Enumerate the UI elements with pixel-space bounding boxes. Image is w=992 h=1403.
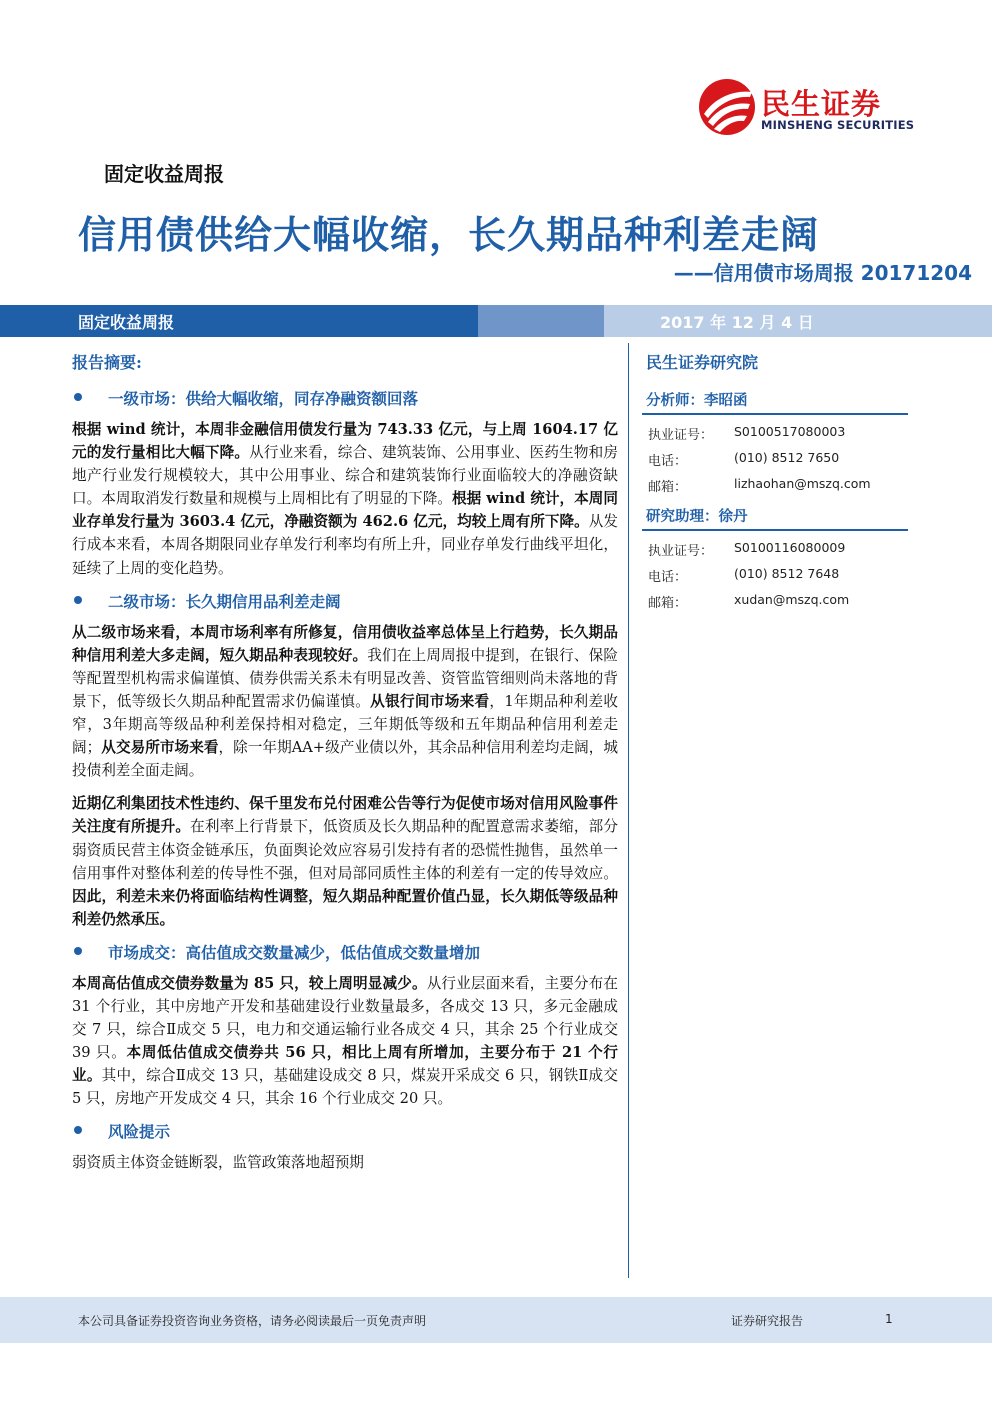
credit-risk-paragraph: [72, 792, 618, 931]
body-text: ，除一年期AA+级产业债以外，其余品种信用利差均走阔，城投债利差全面走阔。: [72, 739, 618, 780]
section-title: 风险提示: [108, 1122, 171, 1142]
email-address[interactable]: xudan@mszq.com: [734, 592, 850, 607]
section-secondary-market: [72, 590, 618, 612]
bullet-icon: [74, 947, 82, 955]
emphasis-text: 本周高估值成交债券数量为 85 只，较上周明显减少。: [72, 974, 427, 992]
body-text: 我们在上周周报中提到，在银行、保险等配置型机构需求偏谨慎、债券供需关系未有明显改善、资管监管细则尚未落地的背景下，低等级长久期品种配置需求仍偏谨慎。: [72, 646, 618, 710]
logo-chinese-name: 民生证券: [761, 87, 882, 121]
page-title: 信用债供给大幅收缩，长久期品种利差走阔: [78, 213, 820, 257]
section-title: 二级市场：长久期信用品利差走阔: [108, 591, 341, 611]
emphasis-text: 根据 wind 统计，本周同业存单发行量为 3603.4 亿元，净融资额为 462.6 亿元，均较上周有所下降。: [72, 490, 618, 531]
section-primary-market: [72, 387, 618, 409]
analyst-phone-row: [642, 445, 912, 471]
body-text: 从行业层面来看，主要分布在 31 个行业，其中房地产开发和基础建设行业数量最多，各成交 13 只，多元金融成交 7 只，综合Ⅱ成交 5 只，电力和交通运输行业各成交 4 只，其余 25 个行业成交 39 只。: [72, 974, 618, 1062]
analyst-info: [642, 419, 912, 497]
bullet-icon: [74, 1126, 82, 1134]
license-number: S0100116080009: [734, 540, 846, 555]
assistant-email-row: [642, 587, 912, 613]
emphasis-text: 因此，利差未来仍将面临结构性调整，短久期品种配置价值凸显，长久期低等级品种利差仍然承压。: [72, 887, 618, 928]
trading-paragraph: [72, 972, 618, 1111]
phone-label: 电话：: [648, 454, 688, 469]
header-band: [0, 305, 992, 337]
analyst-email-row: [642, 471, 912, 497]
analyst-heading: 分析师：李昭函: [642, 389, 908, 415]
body-text: 从行业来看，综合、建筑装饰、公用事业、医药生物和房地产行业发行规模较大，其中公用事业、综合和建筑装饰行业面临较大的净融资缺口。本周取消发行数量和规模与上周相比有了明显的下降。: [72, 444, 618, 508]
assistant-phone-row: [642, 561, 912, 587]
risk-text: 弱资质主体资金链断裂，监管政策落地超预期: [72, 1154, 364, 1172]
emphasis-text: 从二级市场来看，本周市场利率有所修复，信用债收益率总体呈上行趋势，长久期品种信用利差大多走阔，短久期品种表现较好。: [72, 623, 618, 664]
band-mid-segment: [478, 305, 604, 337]
license-label: 执业证号：: [648, 544, 714, 559]
institute-name: 民生证券研究院: [646, 353, 759, 372]
band-label: 固定收益周报: [78, 313, 175, 332]
emphasis-text: 本周低估值成交债券共 56 只，相比上周有所增加，主要分布于 21 个行业。: [72, 1044, 618, 1085]
assistant-info: [642, 535, 912, 613]
email-label: 邮箱：: [648, 480, 688, 495]
page-number: 1: [885, 1312, 893, 1326]
license-label: 执业证号：: [648, 428, 714, 443]
phone-label: 电话：: [648, 570, 688, 585]
emphasis-text: 从银行间市场来看: [370, 692, 490, 710]
section-title: 一级市场：供给大幅收缩，同存净融资额回落: [108, 389, 419, 408]
body-text: 在利率上行背景下，低资质及长久期品种的配置意需求萎缩，部分弱资质民营主体资金链承压，负面舆论效应容易引发持有者的恐慌性抛售，虽然单一信用事件对整体利差的传导性不强，但对局部同质性主体的利差有一定的传导效应。: [72, 818, 618, 882]
analyst-license-row: [642, 419, 912, 445]
footer-disclaimer: 本公司具备证券投资咨询业务资格，请务必阅读最后一页免责声明: [78, 1314, 427, 1328]
abstract-column: [72, 350, 618, 1174]
report-date: 2017 年 12 月 4 日: [660, 313, 814, 332]
body-text: 从发行成本来看，本周各期限同业存单发行利率均有所上升，同业存单发行曲线平坦化，延续了上周的变化趋势。: [72, 513, 618, 577]
section-trading: [72, 941, 618, 963]
email-address[interactable]: lizhaohan@mszq.com: [734, 476, 871, 491]
assistant-heading: 研究助理：徐丹: [642, 505, 908, 531]
phone-number: (010) 8512 7648: [734, 566, 840, 581]
assistant-license-row: [642, 535, 912, 561]
email-label: 邮箱：: [648, 596, 688, 611]
primary-market-paragraph: [72, 418, 618, 580]
phone-number: (010) 8512 7650: [734, 450, 840, 465]
emphasis-text: 根据 wind 统计，本周非金融信用债发行量为 743.33 亿元，与上周 1604.17 亿元的发行量相比大幅下降。: [72, 421, 618, 462]
page-footer: [0, 1297, 992, 1343]
bullet-icon: [74, 393, 82, 401]
section-title: 市场成交：高估值成交数量减少，低估值成交数量增加: [108, 942, 481, 962]
body-text: ，1年期品种利差收窄，3年期高等级品种利差保持相对稳定，三年期低等级和五年期品种信用利差走阔；: [72, 692, 618, 757]
page-subtitle: ——信用债市场周报 20171204: [673, 261, 972, 285]
secondary-market-paragraph: [72, 621, 618, 783]
author-column: [642, 350, 912, 621]
band-dark-segment: [0, 305, 478, 337]
column-divider: [628, 343, 629, 1278]
abstract-heading: 报告摘要:: [72, 353, 142, 372]
emphasis-text: 近期亿利集团技术性违约、保千里发布兑付困难公告等行为促使市场对信用风险事件关注度有所提升。: [72, 795, 618, 836]
body-text: 其中，综合Ⅱ成交 13 只，基础建设成交 8 只，煤炭开采成交 6 只，钢铁Ⅱ成交 5 只，房地产开发成交 4 只，其余 16 个行业成交 20 只。: [72, 1067, 618, 1108]
report-type: 固定收益周报: [104, 162, 224, 186]
minsheng-logo: [698, 78, 928, 138]
section-risk: [72, 1120, 618, 1142]
minsheng-logo-icon: [698, 78, 756, 136]
bullet-icon: [74, 596, 82, 604]
license-number: S0100517080003: [734, 424, 846, 439]
logo-english-name: MINSHENG SECURITIES: [761, 118, 915, 132]
footer-label: 证券研究报告: [731, 1314, 804, 1328]
emphasis-text: 从交易所市场来看: [101, 739, 219, 757]
